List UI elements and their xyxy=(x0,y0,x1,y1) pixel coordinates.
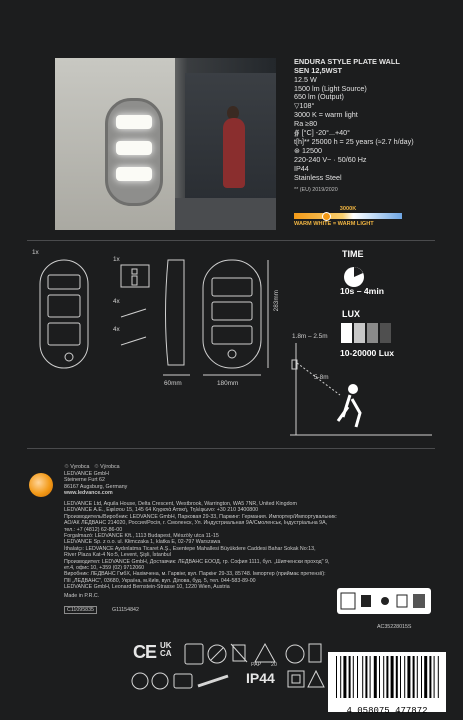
recycle-label-2: Výrobca xyxy=(100,464,120,470)
address-line: River Plaza Kat-4 No:5, Levent, Şişli, İstanbul xyxy=(64,552,171,559)
color-temp-marker xyxy=(322,212,331,221)
dim-depth: 60mm xyxy=(164,380,182,387)
walking-person-icon xyxy=(348,384,358,394)
product-title-line2: SEN 12,5WST xyxy=(294,65,343,75)
spec-material: Stainless Steel xyxy=(294,172,342,182)
lux-value: 10-20000 Lux xyxy=(340,348,394,358)
lamp-slot-1 xyxy=(48,275,80,289)
address-line: LEDVANCE A.E., Εφέσου 15, 145 64 Κηφισιά Αττική, Τηλέφωνο: +30 210 3400800 xyxy=(64,507,259,514)
product-title-line1: ENDURA STYLE PLATE WALL xyxy=(294,57,400,66)
company-name: LEDVANCE GmbH xyxy=(64,471,109,477)
class-icons xyxy=(286,668,326,690)
product-photo xyxy=(55,58,276,230)
barcode-digits: 4 058075 477872 xyxy=(346,706,428,716)
dim-width: 180mm xyxy=(217,380,239,387)
recycle-pap: PAP xyxy=(251,662,262,668)
ce-mark: CE xyxy=(133,642,157,662)
lamp-slot-3 xyxy=(48,323,80,345)
address-line: LEDVANCE Ltd, Aquila House, Delta Crescent, Westbrook, Warrington, WA5 7NR, United Kingdom xyxy=(64,501,297,507)
spec-lifetime: t[h]** 25000 h = 25 years (≈2.7 h/day) xyxy=(294,136,414,146)
lamp-side-outline xyxy=(166,260,185,365)
spec-beam-angle: ▽108° xyxy=(294,101,315,111)
sensor-icon xyxy=(174,674,192,688)
address-line: İthalatçı: LEDVANCE Aydınlatma Ticaret A.Ş., Esentepe Mahallesi Büyükdere Caddesi Bahar Sokak No:13, xyxy=(64,545,316,552)
company-street: Steinerne Furt 62 xyxy=(64,477,105,484)
qty-lamp: 1x xyxy=(32,249,39,256)
spec-cri: Ra ≥80 xyxy=(294,119,318,129)
cert-icons-row2 xyxy=(130,670,240,692)
lamp-front-outline xyxy=(40,260,88,368)
sensor-circle xyxy=(65,353,73,361)
mobius-icon xyxy=(286,645,304,663)
plug-icon xyxy=(121,337,146,345)
color-temp-label: 3000K xyxy=(339,206,357,212)
made-in: Made in P.R.C. xyxy=(64,593,100,599)
spec-color-temp: 3000 K = warm light xyxy=(294,110,358,120)
spec-list xyxy=(294,58,454,195)
recycle-triangle-icon xyxy=(255,644,275,662)
spec-note: ** (EU) 2019/2020 xyxy=(294,187,338,194)
ledvance-logo xyxy=(29,473,53,497)
color-temp-caption: WARM WHITE = WARM LIGHT xyxy=(294,221,374,227)
spec-voltage: 220-240 V~ · 50/60 Hz xyxy=(294,154,367,164)
lux-square-4 xyxy=(380,323,391,343)
address-line: Производител: LEDVANCE GmbH, Доставчик: ЛЕДВАНС ЕООД, гр. София 1111, бул. „Шипченски проход" 9, xyxy=(64,558,330,565)
eac-icon xyxy=(185,644,203,664)
address-line: LEDVANCE GmbH, Leonard Bernstein-Strasse 10, 1220 Wien, Austria xyxy=(64,584,230,591)
installation-diagram xyxy=(0,245,463,445)
color-temp-scale xyxy=(294,206,402,227)
divider-mid xyxy=(27,448,435,449)
address-line: Производитель/Виробник: LEDVANCE GmbH, Парковая 29-33, Паркинг: Германия. Импортер/Импортувальник: xyxy=(64,513,337,520)
address-line: Forgalmazó: LEDVANCE Kft., 1113 Budapest, Mészöly utca 11-15 xyxy=(64,533,219,540)
lux-square-3 xyxy=(367,323,378,343)
address-line: АО/АК ЛЕДВАНС 214020, Россия/Росія, г. Смоленск, Ул. Индустриальная 9А/Смоленськ, Індустріальна 9А, xyxy=(64,520,328,527)
code-2: G11154842 xyxy=(112,607,139,613)
ac-code: AC35228015S xyxy=(377,624,412,630)
company-block xyxy=(64,471,127,497)
address-line: LEDVANCE Sp. z o.o. ul. Kłimczaka 1, klatka E, 02-797 Warszawa xyxy=(64,539,221,546)
barcode-bars xyxy=(328,652,446,700)
color-temp-bar xyxy=(294,213,402,219)
time-value: 10s – 4min xyxy=(340,286,384,296)
qty-manual: 1x xyxy=(113,256,120,263)
qty-screws: 4x xyxy=(113,298,120,305)
spec-ip: IP44 xyxy=(294,163,309,173)
dimming-icon xyxy=(152,673,168,689)
address-line: ПІІ „ЛЕДВАНС", 03680, Україна, м.Київ, вул. Ділова, буд. 5, тел. 044-583-89-00 xyxy=(64,577,256,584)
screw-mount-icon xyxy=(198,676,228,686)
time-title: TIME xyxy=(342,249,364,259)
lux-square-1 xyxy=(341,323,352,343)
lux-square-2 xyxy=(354,323,365,343)
spec-lumen-source: 1500 lm (Light Source) xyxy=(294,83,367,93)
ukca-mark: UK CA xyxy=(160,641,172,658)
spec-switching: ⊛ 12500 xyxy=(294,145,323,155)
recycle-label-1: Vyrobca xyxy=(70,464,90,470)
detect-range: 5-8m xyxy=(314,374,329,381)
address-line: ет.4, офис 10, +359 (02) 9712060 xyxy=(64,565,145,572)
recycle-line: ♲ Vyrobca ♲ Výrobca xyxy=(64,464,120,470)
triman-icon xyxy=(309,644,321,662)
spec-lumen-output: 650 lm (Output) xyxy=(294,92,344,102)
disposal-info-panel xyxy=(337,588,431,614)
class-ii-icon xyxy=(288,671,304,687)
company-city: 86167 Augsburg, Germany xyxy=(64,483,128,490)
led-icon xyxy=(132,673,148,689)
lux-title: LUX xyxy=(342,309,360,319)
ip-rating: IP44 xyxy=(246,670,275,686)
code-1: C11095835 xyxy=(64,606,97,614)
recycle-number: 20 xyxy=(271,662,277,668)
company-url: www.ledvance.com xyxy=(64,490,113,497)
lamp-slot-2 xyxy=(48,295,80,317)
address-line: тел.: +7 (4812) 62-86-00 xyxy=(64,526,123,533)
mount-height: 1.8m – 2.5m xyxy=(292,333,328,340)
qty-plugs: 4x xyxy=(113,326,120,333)
spec-temp-range: ∯ [°C] -20°...+40° xyxy=(294,128,351,138)
address-line: Виробник: ЛЕДВАНС ГмбХ, Нахімчена, м. Гарвінг, вул. Паркінг 29-33, 85748. Імпортер (приймає претензії): xyxy=(64,571,326,578)
address-block xyxy=(64,501,444,591)
divider-top xyxy=(27,240,435,241)
spec-power: 12.5 W xyxy=(294,74,317,84)
barcode xyxy=(328,652,446,716)
dim-height: 283mm xyxy=(273,290,280,312)
screw-icon xyxy=(121,309,146,317)
warning-icon xyxy=(308,671,324,687)
